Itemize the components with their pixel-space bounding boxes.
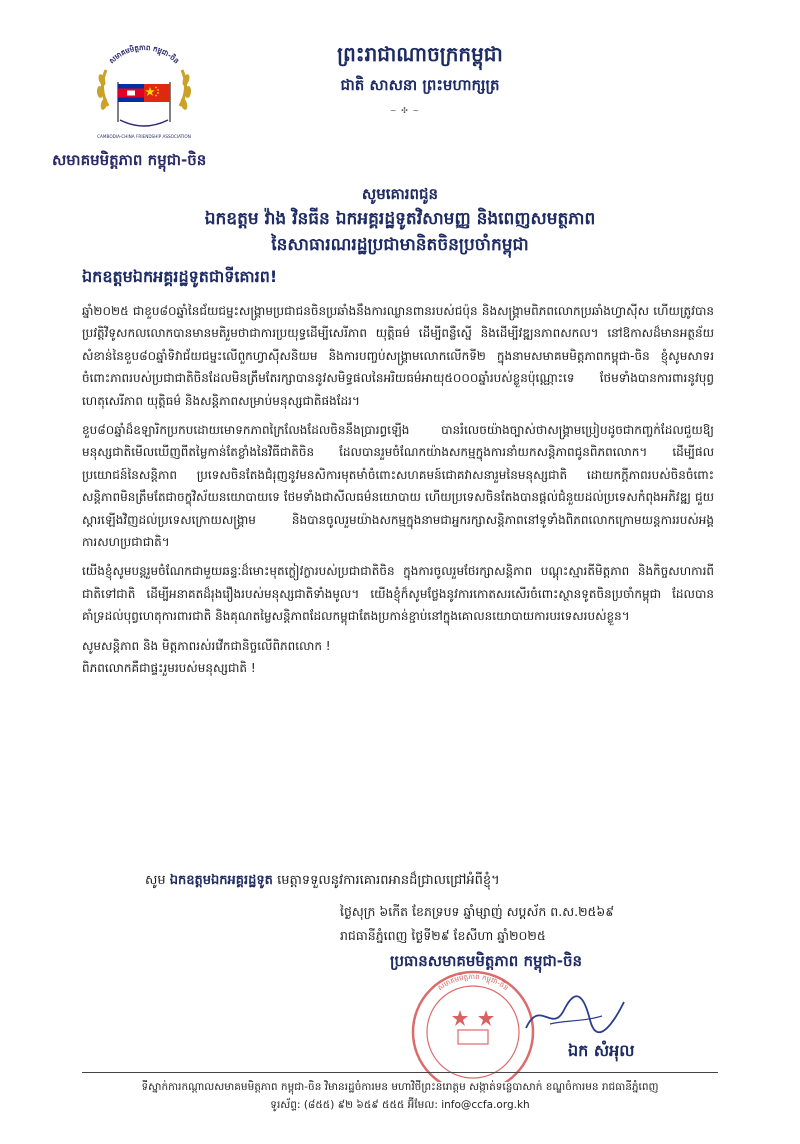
stamp-ring-text: សមាគមមិត្តភាព កម្ពុជា-ចិន [436, 972, 510, 993]
footer-address: ទីស្នាក់ការកណ្តាលសមាគមមិត្តភាព កម្ពុជា-ចិន វិមានរដ្ឋចំការមន មហាវិថីព្រះនរោត្តម សង្កាត់ទន្លេបាសាក់ ខណ្ឌចំការមន រាជធានីភ្នំពេញ [141, 1081, 659, 1093]
body-paragraph-2: ខួប៨០ឆ្នាំដ៏ឧឡារិកប្រកបដោយមោទកភាពក្រៃលែងដែលចិននឹងប្រារព្ធឡើង បានរំលេចយ៉ាងច្បាស់ថាសង្គ្រាមប្រៀបដូចជាកញ្ចក់ដែលជួយឱ្យមនុស្សជាតិមើលឃើញពីតម្លៃកាន់តែខ្លាំងនៃវិធីជាតិចិន ដែលបានរួមចំណែកយ៉ាងសកម្មក្នុងការនាំយកសន្តិភាពជូនពិភពលោក។ ដើម្បីផលប្រយោជន៍នៃសន្តិភាព ប្រទេសចិនតែងជំរុញនូវមនសិការមុតមាំចំពោះសហគមន៍ជោគវាសនារួមនៃមនុស្សជាតិ ដោយកក្ដីភាពរបស់ចិនចំពោះសន្តិភាពមិនត្រឹមតែជាចក្ខុវិស័យនយោបាយទេ ថែមទាំងជាសីលធម៌នយោបាយ ហើយប្រទេសចិនតែងបានផ្តល់ជំនួយដល់ប្រទេសកំពុងអភិវឌ្ឍ ជួយស្តារឡើងវិញដល់ប្រទេសក្រោយសង្គ្រាម និងបានចូលរួមយ៉ាងសកម្មក្នុងនាមជាអ្នករក្សាសន្តិភាពនៅទូទាំងពិភពលោកក្រោមយន្តការរបស់អង្គការសហប្រជាជាតិ។ [82, 423, 714, 550]
closing-line [145, 872, 705, 891]
recipient-block [110, 182, 690, 258]
date-block [340, 900, 700, 948]
solar-date: រាជធានីភ្នំពេញ ថ្ងៃទី២៩ ខែសីហា ឆ្នាំ២០២៥ [340, 928, 546, 943]
kingdom-title: ព្រះរាជាណាចក្រកម្ពុជា [337, 42, 503, 66]
closing-title: ឯកឧត្តមឯកអគ្គរដ្ឋទូត [169, 873, 273, 888]
footer-divider [82, 1072, 718, 1073]
association-logo [80, 36, 208, 148]
svg-text:សមាគមមិត្តភាព កម្ពុជា-ចិន [436, 973, 509, 992]
organization-name: សមាគមមិត្តភាព កម្ពុជា-ចិន [52, 151, 207, 169]
body-paragraph-1: ឆ្នាំ២០២៥ ជាខួប៨០ឆ្នាំនៃជ័យជម្នះសង្គ្រាមប្រជាជនចិនប្រឆាំងនឹងការឈ្លានពានរបស់ជប៉ុន និងសង្គ្រាមពិភពលោកប្រឆាំងហ្វាស៊ីស ហើយត្រូវបានប្រវត្តិវិទូសកលលោកបានមានមតិរួមថាជាការប្រយុទ្ធដើម្បីសេរីភាព យុត្តិធម៌ ដើម្បីពន្លឺស្នើ និងដើម្បីវឌ្ឍនភាពសកល។ នៅឱកាសដ៏មានអត្ថន័យសំខាន់នៃខួប៨០ឆ្នាំទិវាជ័យជម្នះលើពួកហ្វាស៊ីសនិយម និងការបញ្ចប់សង្គ្រាមលោកលើកទី២ ក្នុងនាមសមាគមមិត្តភាពកម្ពុជា-ចិន ខ្ញុំសូមសាទរចំពោះភាពរបស់ប្រជាជាតិចិនដែលមិនត្រឹមតែរក្សាបាននូវសមិទ្ធផលនៃអរិយធម៌អាយុ៥០០០ឆ្នាំរបស់ខ្លួនប៉ុណ្ណោះទេ ថែមទាំងបានការពារនូវបុព្វហេតុសេរីភាព យុត្តិធម៌ និងសន្តិភាពសម្រាប់មនុស្សជាតិផងដែរ។ [82, 304, 714, 408]
friendship-emblem-icon [80, 36, 208, 148]
signer-title: ប្រធានសមាគមមិត្តភាព កម្ពុជា-ចិន [390, 952, 583, 970]
logo-emblem-subtext: CAMBODIA-CHINA FRIENDSHIP ASSOCIATION [97, 134, 191, 139]
closing-suffix: មេត្តាទទួលនូវការគោរពអានដ៏ជ្រាលជ្រៅអំពីខ្ញុំ។ [277, 873, 500, 888]
svg-text:សមាគមមិត្តភាព កម្ពុជា-ចិន [108, 44, 181, 65]
china-flag-icon [144, 82, 170, 122]
national-motto: ជាតិ សាសនា ព្រះមហាក្សត្រ [340, 76, 500, 94]
lunar-date: ថ្ងៃសុក្រ ៦កើត ខែភទ្របទ ឆ្នាំម្សាញ់ សប្តស័ក ព.ស.២៥៦៩ [340, 904, 615, 919]
header-ornament: ~ ✣ ~ [389, 106, 421, 115]
recipient-name: ឯកឧត្តម វ៉ាង វិនធីន ឯកអគ្គរដ្ឋទូតវិសាមញ្ញ និងពេញសមត្ថភាព [204, 209, 596, 229]
salutation: ឯកឧត្តមឯកអគ្គរដ្ឋទូតជាទីគោរព! [82, 267, 278, 286]
recipient-country: នៃសាធារណរដ្ឋប្រជាមានិតចិនប្រចាំកម្ពុជា [271, 235, 529, 255]
body-paragraph-4: សូមសន្តិភាព និង មិត្តភាពរស់រវើកជានិច្ចលើពិភពលោក ! ពិភពលោកគឺជាផ្ទះរួមរបស់មនុស្សជាតិ ! [82, 638, 331, 676]
letter-footer [82, 1078, 718, 1114]
recipient-greeting: សូមគោរពជូន [361, 185, 439, 203]
cambodia-flag-icon [118, 82, 144, 122]
handwritten-signature [520, 990, 630, 1040]
letter-body [82, 300, 714, 687]
signer-name: ឯក សំអុល [568, 1041, 635, 1060]
footer-contact: ទូរស័ព្ទ: (៨៥៥) ៩២ ៦៥៩ ៥៥៥ អ៊ីមែល: info@ccfa.org.kh [270, 1099, 530, 1111]
logo-emblem-text: សមាគមមិត្តភាព កម្ពុជា-ចិន [107, 43, 181, 66]
signature-icon [520, 990, 630, 1040]
body-paragraph-3: យើងខ្ញុំសូមបន្តរួមចំណែកជាមួយឆន្ទៈដ៏មោះមុតក្លៀវក្លារបស់ប្រជាជាតិចិន ក្នុងការចូលរួមថែរក្សាសន្តិភាព បណ្តុះស្មារតីមិត្តភាព និងកិច្ចសហការពីជាតិទៅជាតិ ដើម្បីអនាគតដ៏រុងរឿងរបស់មនុស្សជាតិទាំងមូល។ យើងខ្ញុំក៏សូមថ្លែងនូវការកោតសរសើរចំពោះស្ថានទូតចិនប្រចាំកម្ពុជា ដែលបានគាំទ្រដល់បុព្វហេតុការពារជាតិ និងគុណតម្លៃសន្តិភាពដែលកម្ពុជាតែងប្រកាន់ខ្ជាប់នៅក្នុងគោលនយោបាយការបរទេសរបស់ខ្លួន។ [82, 564, 714, 624]
closing-prefix: សូម [145, 873, 166, 888]
